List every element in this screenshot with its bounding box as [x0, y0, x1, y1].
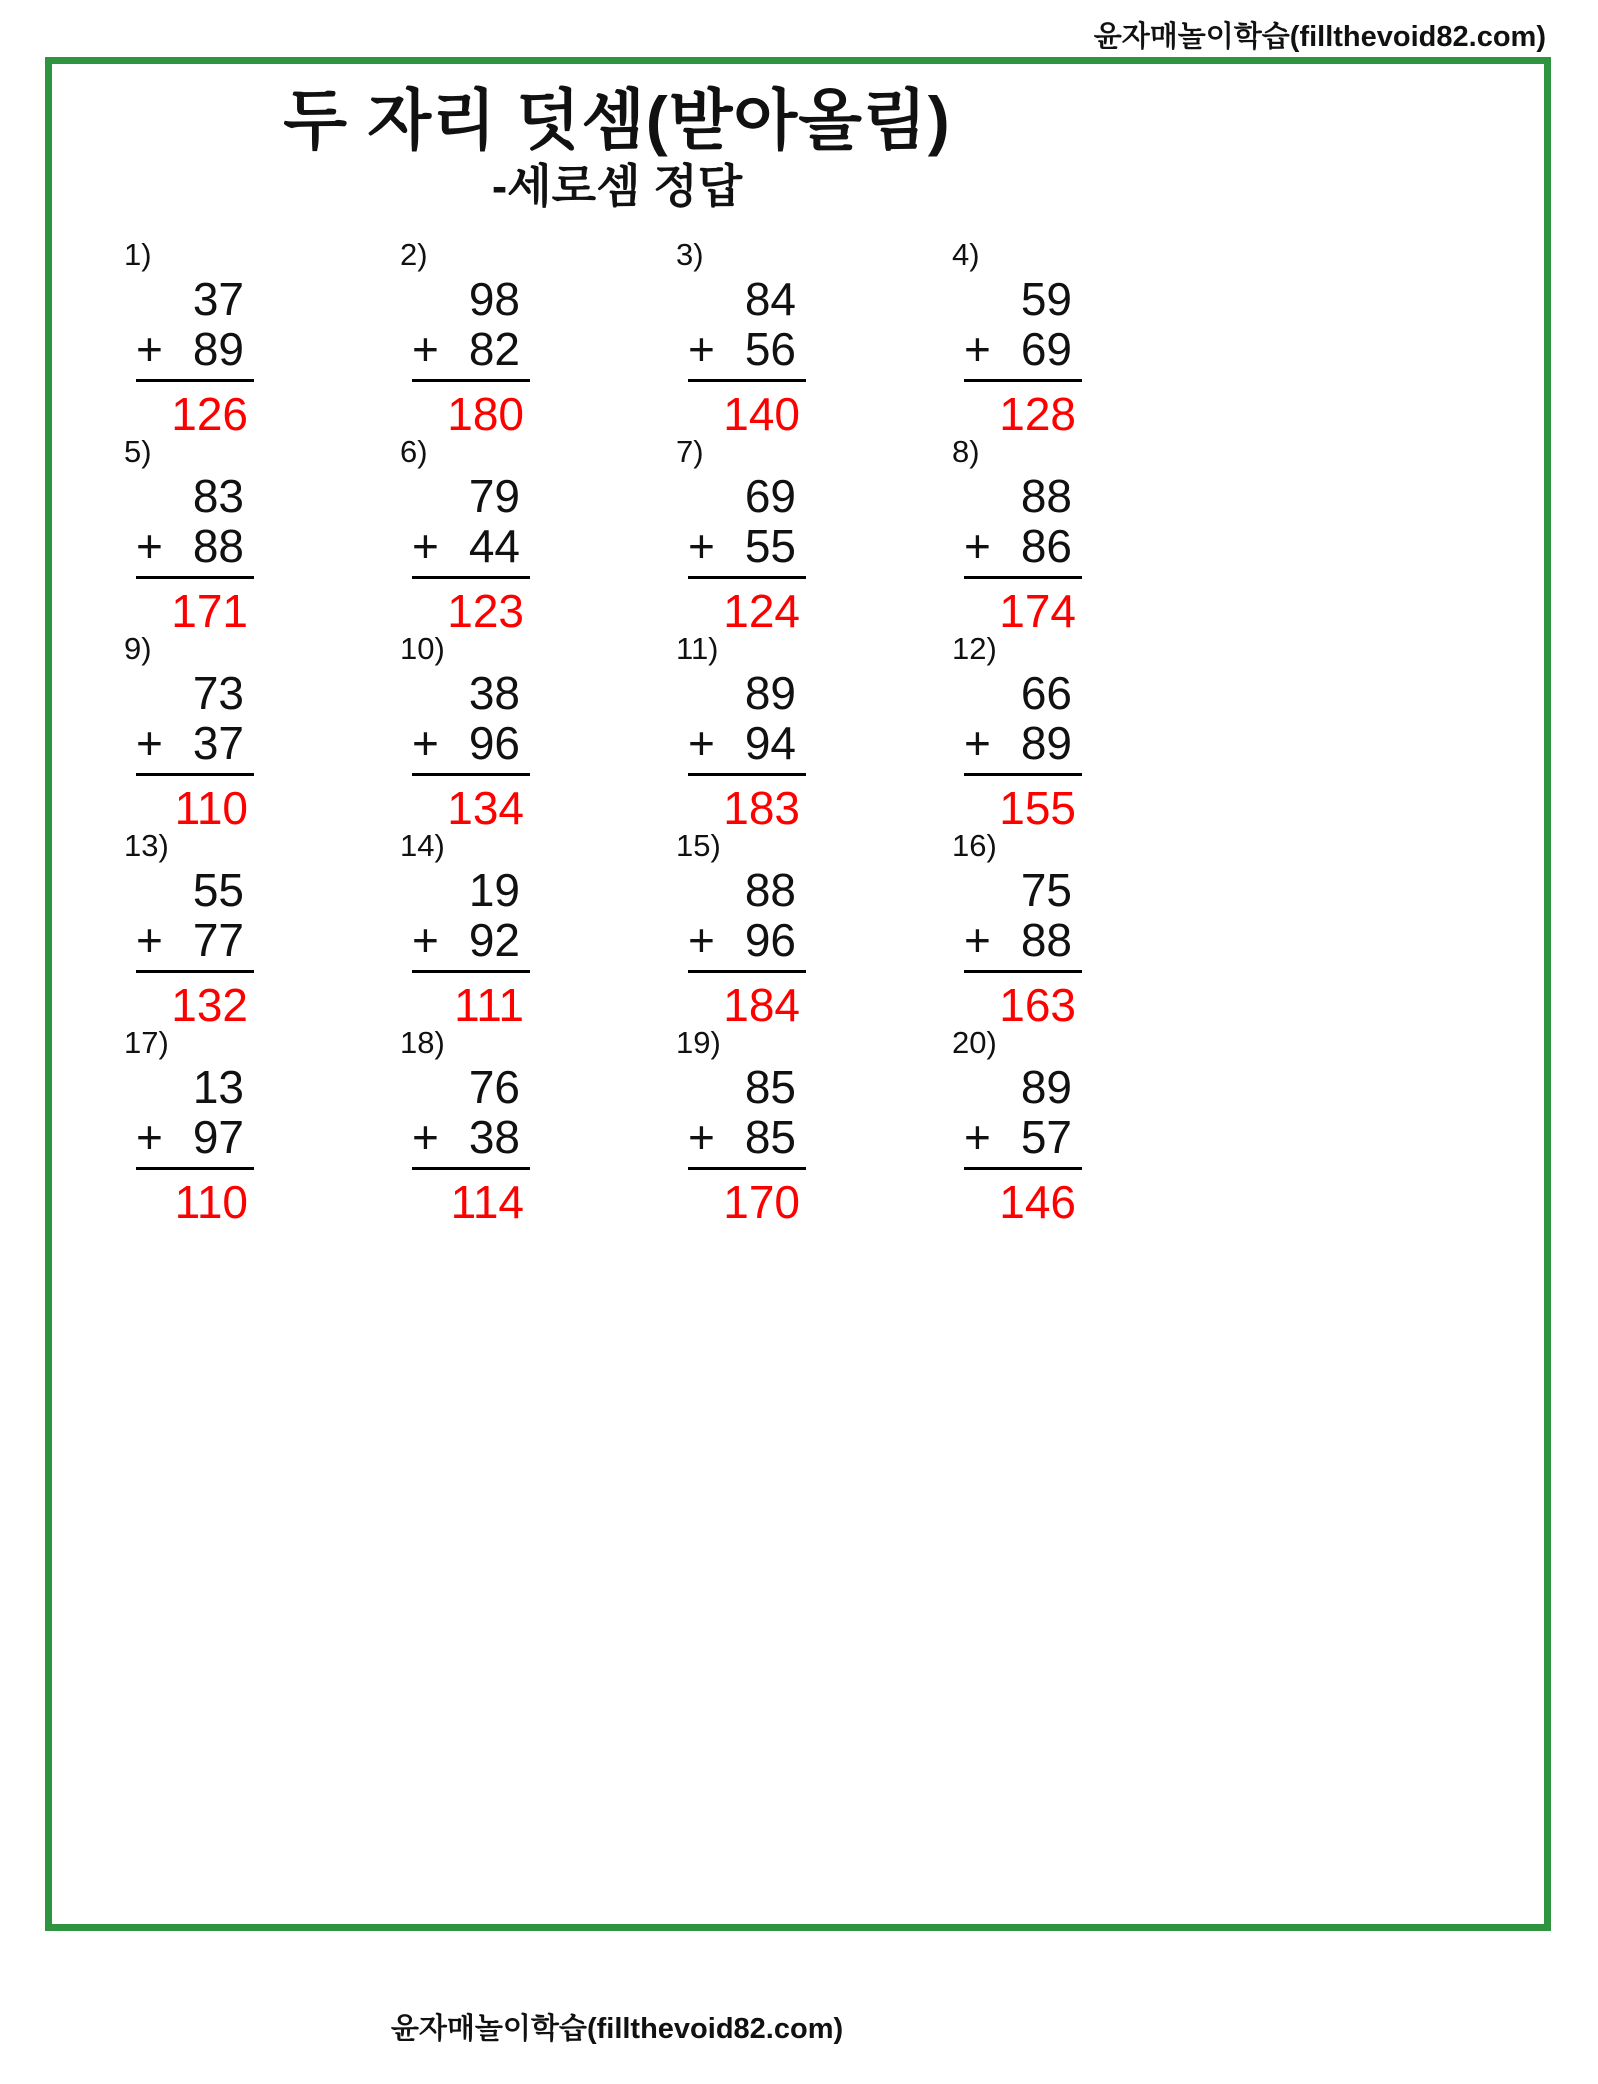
problem-number: 2): [400, 237, 428, 272]
addend-bottom: 57: [1020, 1111, 1072, 1164]
addition-row: [412, 1112, 530, 1170]
addition-row: [136, 1112, 254, 1170]
problem: [112, 237, 388, 441]
addition-row: [136, 324, 254, 382]
header-site-text: 윤자매놀이학습(fillthevoid82.com): [1093, 21, 1546, 53]
problem-number: 7): [676, 434, 704, 469]
problem: [664, 828, 940, 1032]
plus-sign: +: [688, 914, 715, 967]
problems-grid: [112, 237, 1216, 1229]
plus-sign: +: [688, 520, 715, 573]
answer: 110: [174, 1176, 248, 1229]
plus-sign: +: [412, 914, 439, 967]
answer: 126: [171, 388, 248, 441]
problem-body: [412, 274, 530, 439]
problem-number: 3): [676, 237, 704, 272]
problem: [940, 1025, 1216, 1229]
plus-sign: +: [964, 323, 991, 376]
problem-number: 4): [952, 237, 980, 272]
plus-sign: +: [136, 914, 163, 967]
answer: 171: [171, 585, 248, 638]
plus-sign: +: [412, 520, 439, 573]
addend-bottom: 77: [192, 914, 244, 967]
addend-top: 88: [1020, 470, 1072, 523]
problem-body: [688, 865, 806, 1030]
problem-body: [688, 668, 806, 833]
addition-row: [136, 718, 254, 776]
problem: [112, 434, 388, 638]
problem-number: 14): [400, 828, 445, 863]
problem: [388, 828, 664, 1032]
problem-number: 16): [952, 828, 997, 863]
addend-top: 84: [744, 273, 796, 326]
addend-bottom: 88: [192, 520, 244, 573]
problem-body: [412, 471, 530, 636]
problem-number: 18): [400, 1025, 445, 1060]
addend-bottom: 56: [744, 323, 796, 376]
problem: [940, 434, 1216, 638]
addend-bottom: 37: [192, 717, 244, 770]
addend-top: 37: [192, 273, 244, 326]
problem: [112, 631, 388, 835]
problem-number: 9): [124, 631, 152, 666]
addend-top: 79: [468, 470, 520, 523]
plus-sign: +: [136, 717, 163, 770]
answer: 146: [999, 1176, 1076, 1229]
plus-sign: +: [136, 520, 163, 573]
problem-body: [136, 668, 254, 833]
answer: 183: [723, 782, 800, 835]
problem: [664, 434, 940, 638]
plus-sign: +: [412, 717, 439, 770]
addend-bottom: 69: [1020, 323, 1072, 376]
answer: 110: [174, 782, 248, 835]
problem-body: [964, 274, 1082, 439]
problem-number: 19): [676, 1025, 721, 1060]
page-title: 두 자리 덧셈(받아올림): [283, 83, 951, 157]
problem: [388, 237, 664, 441]
problem-body: [136, 1062, 254, 1227]
problem-body: [688, 274, 806, 439]
addend-top: 13: [192, 1061, 244, 1114]
answer: 134: [447, 782, 524, 835]
addend-top: 73: [192, 667, 244, 720]
problem-body: [964, 668, 1082, 833]
plus-sign: +: [688, 323, 715, 376]
problem: [112, 828, 388, 1032]
plus-sign: +: [964, 717, 991, 770]
addend-bottom: 92: [468, 914, 520, 967]
addend-bottom: 96: [468, 717, 520, 770]
problem-body: [412, 668, 530, 833]
addition-row: [412, 718, 530, 776]
problem: [112, 1025, 388, 1229]
addend-top: 59: [1020, 273, 1072, 326]
addend-bottom: 38: [468, 1111, 520, 1164]
addend-bottom: 88: [1020, 914, 1072, 967]
answer: 132: [171, 979, 248, 1032]
addend-top: 66: [1020, 667, 1072, 720]
plus-sign: +: [412, 323, 439, 376]
answer: 123: [447, 585, 524, 638]
problem-number: 6): [400, 434, 428, 469]
addition-row: [412, 915, 530, 973]
problem: [940, 631, 1216, 835]
problem: [664, 1025, 940, 1229]
plus-sign: +: [136, 323, 163, 376]
addition-row: [688, 718, 806, 776]
problem-body: [964, 471, 1082, 636]
problem-number: 8): [952, 434, 980, 469]
addend-bottom: 55: [744, 520, 796, 573]
addition-row: [688, 521, 806, 579]
plus-sign: +: [964, 1111, 991, 1164]
addend-top: 89: [744, 667, 796, 720]
answer: 111: [454, 979, 524, 1032]
problem: [664, 237, 940, 441]
problem-number: 13): [124, 828, 169, 863]
addend-top: 19: [468, 864, 520, 917]
addend-bottom: 96: [744, 914, 796, 967]
title-block: [112, 84, 1122, 211]
addition-row: [412, 521, 530, 579]
addition-row: [964, 521, 1082, 579]
addend-top: 85: [744, 1061, 796, 1114]
problem-number: 15): [676, 828, 721, 863]
addend-top: 83: [192, 470, 244, 523]
addend-top: 69: [744, 470, 796, 523]
addend-bottom: 89: [192, 323, 244, 376]
problem-number: 20): [952, 1025, 997, 1060]
addend-bottom: 82: [468, 323, 520, 376]
problem-body: [136, 274, 254, 439]
addition-row: [412, 324, 530, 382]
problem-number: 11): [676, 631, 719, 666]
problem: [940, 828, 1216, 1032]
problem-body: [412, 1062, 530, 1227]
addition-row: [964, 718, 1082, 776]
addend-top: 38: [468, 667, 520, 720]
problem: [940, 237, 1216, 441]
addend-bottom: 97: [192, 1111, 244, 1164]
plus-sign: +: [412, 1111, 439, 1164]
plus-sign: +: [964, 520, 991, 573]
problem-body: [964, 865, 1082, 1030]
problem: [388, 631, 664, 835]
problem-body: [688, 1062, 806, 1227]
addend-top: 88: [744, 864, 796, 917]
plus-sign: +: [964, 914, 991, 967]
addition-row: [688, 915, 806, 973]
problem-body: [136, 865, 254, 1030]
addend-bottom: 86: [1020, 520, 1072, 573]
addition-row: [964, 1112, 1082, 1170]
plus-sign: +: [136, 1111, 163, 1164]
answer: 180: [447, 388, 524, 441]
plus-sign: +: [688, 717, 715, 770]
addend-top: 76: [468, 1061, 520, 1114]
answer: 184: [723, 979, 800, 1032]
problem: [664, 631, 940, 835]
problem-number: 1): [124, 237, 152, 272]
addition-row: [136, 521, 254, 579]
problem-number: 5): [124, 434, 152, 469]
problem: [388, 1025, 664, 1229]
problem-body: [412, 865, 530, 1030]
addend-top: 55: [192, 864, 244, 917]
problem-number: 17): [124, 1025, 169, 1060]
page-subtitle: -세로셈 정답: [491, 159, 743, 212]
answer: 163: [999, 979, 1076, 1032]
addend-bottom: 85: [744, 1111, 796, 1164]
addition-row: [964, 324, 1082, 382]
addition-row: [136, 915, 254, 973]
footer-site-text: 윤자매놀이학습(fillthevoid82.com): [390, 2013, 844, 2045]
addend-bottom: 44: [468, 520, 520, 573]
addend-bottom: 89: [1020, 717, 1072, 770]
answer: 124: [723, 585, 800, 638]
answer: 155: [999, 782, 1076, 835]
answer: 128: [999, 388, 1076, 441]
addition-row: [964, 915, 1082, 973]
answer: 114: [450, 1176, 524, 1229]
problem-number: 10): [400, 631, 445, 666]
problem-body: [964, 1062, 1082, 1227]
addition-row: [688, 1112, 806, 1170]
addend-bottom: 94: [744, 717, 796, 770]
addend-top: 98: [468, 273, 520, 326]
answer: 140: [723, 388, 800, 441]
answer: 174: [999, 585, 1076, 638]
problem-body: [688, 471, 806, 636]
addend-top: 75: [1020, 864, 1072, 917]
addition-row: [688, 324, 806, 382]
answer: 170: [723, 1176, 800, 1229]
plus-sign: +: [688, 1111, 715, 1164]
problem-number: 12): [952, 631, 997, 666]
problem-body: [136, 471, 254, 636]
addend-top: 89: [1020, 1061, 1072, 1114]
problem: [388, 434, 664, 638]
